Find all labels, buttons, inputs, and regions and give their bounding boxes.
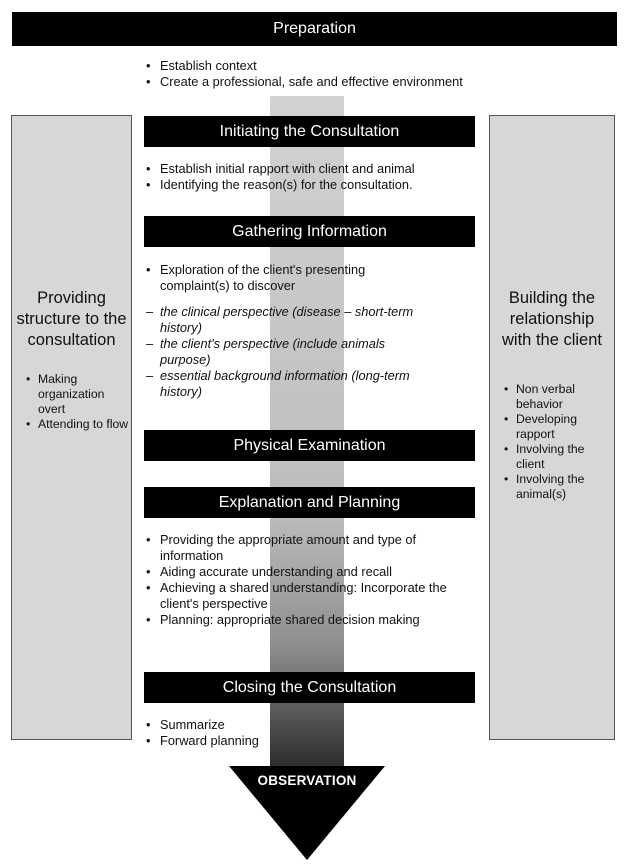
closing-bullets bbox=[146, 717, 346, 749]
list-item: • Making organization overt bbox=[38, 372, 131, 417]
list-item: • Planning: appropriate shared decision making bbox=[146, 612, 461, 628]
list-item: – the client's perspective (include animals purpose) bbox=[146, 336, 431, 368]
structure-panel bbox=[11, 115, 132, 740]
stage-explanation-bar: Explanation and Planning bbox=[144, 487, 475, 518]
list-item: • Exploration of the client's presenting complaint(s) to discover bbox=[146, 262, 431, 294]
preparation-bullets bbox=[146, 58, 463, 90]
list-item: • Attending to flow bbox=[38, 417, 131, 432]
list-item: • Developing rapport bbox=[516, 412, 614, 442]
list-item: • Forward planning bbox=[146, 733, 346, 749]
list-item: • Providing the appropriate amount and type of information bbox=[146, 532, 461, 564]
stage-closing-bar: Closing the Consultation bbox=[144, 672, 475, 703]
stage-physical-exam-bar: Physical Examination bbox=[144, 430, 475, 461]
explanation-bullets bbox=[146, 532, 461, 628]
list-item: • Establish context bbox=[146, 58, 463, 74]
list-item: • Involving the animal(s) bbox=[516, 472, 614, 502]
relationship-panel-title: Building the relationship with the client bbox=[502, 289, 602, 349]
list-item: – essential background information (long-term history) bbox=[146, 368, 431, 400]
list-item: • Aiding accurate understanding and recall bbox=[146, 564, 461, 580]
list-item: • Achieving a shared understanding: Incorporate the client's perspective bbox=[146, 580, 461, 612]
list-item: • Non verbal behavior bbox=[516, 382, 614, 412]
gathering-bullets bbox=[146, 262, 431, 294]
initiating-bullets bbox=[146, 161, 486, 193]
list-item: • Create a professional, safe and effective environment bbox=[146, 74, 463, 90]
relationship-panel bbox=[489, 115, 615, 740]
stage-gathering-bar: Gathering Information bbox=[144, 216, 475, 247]
list-item: • Summarize bbox=[146, 717, 346, 733]
preparation-bar: Preparation bbox=[12, 12, 617, 46]
list-item: • Involving the client bbox=[516, 442, 614, 472]
list-item: • Establish initial rapport with client and animal bbox=[146, 161, 486, 177]
structure-panel-title: Providing structure to the consultation bbox=[16, 289, 127, 349]
stage-initiating-bar: Initiating the Consultation bbox=[144, 116, 475, 147]
list-item: • Identifying the reason(s) for the consultation. bbox=[146, 177, 486, 193]
list-item: – the clinical perspective (disease – short-term history) bbox=[146, 304, 431, 336]
gathering-sub-items bbox=[146, 304, 431, 400]
observation-label: OBSERVATION bbox=[257, 773, 357, 788]
